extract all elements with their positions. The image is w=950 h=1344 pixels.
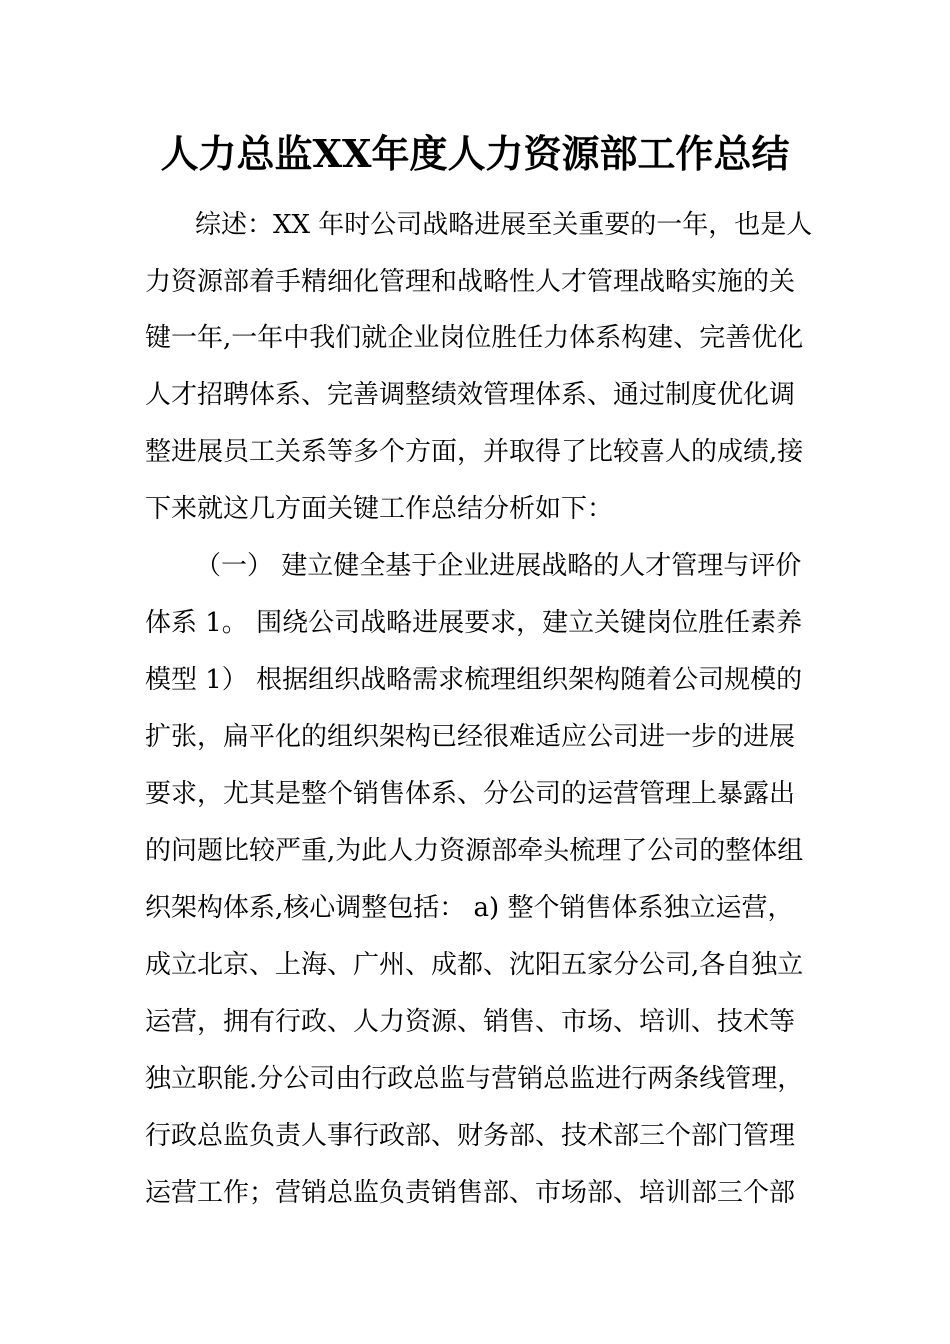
document-title: 人力总监XX年度人力资源部工作总结 [160,131,790,176]
paragraph-line: 键一年,一年中我们就企业岗位胜任力体系构建、完善优化 [145,323,804,353]
paragraph-line: （一） 建立健全基于企业进展战略的人才管理与评价 [195,551,802,581]
paragraph-line: 模型 1） 根据组织战略需求梳理组织架构随着公司规模的 [145,665,803,695]
paragraph-line: 力资源部着手精细化管理和战略性人才管理战略实施的关 [145,267,796,297]
paragraph-line: 成立北京、上海、广州、成都、沈阳五家分公司,各自独立 [145,950,804,980]
paragraph-line: 要求，尤其是整个销售体系、分公司的运营管理上暴露出 [145,779,796,809]
paragraph-line: 运营，拥有行政、人力资源、销售、市场、培训、技术等 [145,1007,796,1037]
paragraph-line: 扩张，扁平化的组织架构已经很难适应公司进一步的进展 [145,722,796,752]
paragraph-line: 的问题比较严重,为此人力资源部牵头梳理了公司的整体组 [145,836,804,866]
paragraph-line: 织架构体系,核心调整包括： a) 整个销售体系独立运营， [145,893,794,923]
paragraph-line: 综述：XX 年时公司战略进展至关重要的一年，也是人 [195,210,813,240]
paragraph-line: 下来就这几方面关键工作总结分析如下： [145,494,614,524]
paragraph-line: 体系 1。 围绕公司战略进展要求，建立关键岗位胜任素养 [145,608,803,638]
paragraph-line: 行政总监负责人事行政部、财务部、技术部三个部门管理 [145,1121,796,1151]
paragraph-line: 人才招聘体系、完善调整绩效管理体系、通过制度优化调 [145,380,796,410]
paragraph-line: 独立职能.分公司由行政总监与营销总监进行两条线管理， [145,1064,804,1094]
paragraph-line: 运营工作；营销总监负责销售部、市场部、培训部三个部 [145,1178,796,1208]
paragraph-line: 整进展员工关系等多个方面，并取得了比较喜人的成绩,接 [145,437,804,467]
